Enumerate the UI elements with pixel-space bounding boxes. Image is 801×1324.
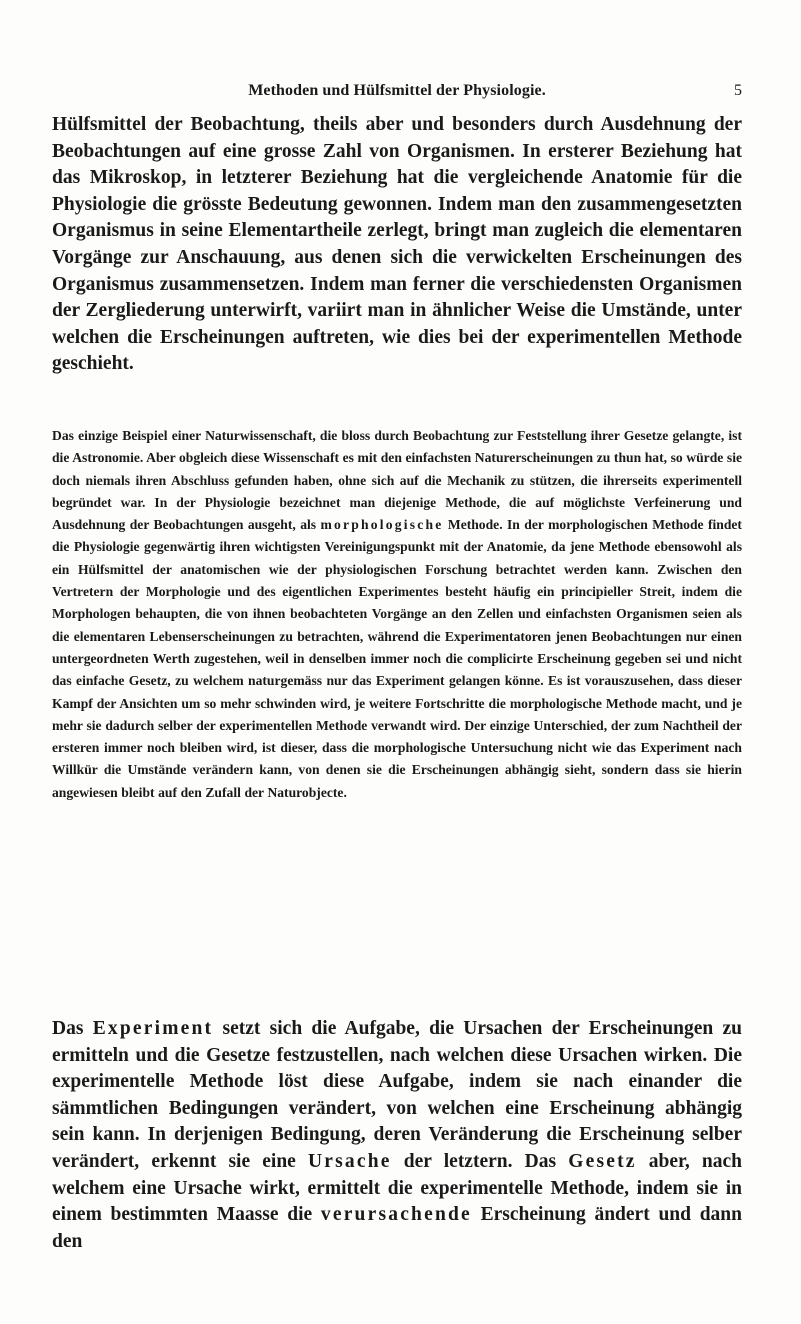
paragraph-text: aber, nach welchem eine Ursache wirkt, ermittelt die experimentelle Methode, indem sie in einem bestimmten Maasse die: [52, 1150, 743, 1226]
paragraph-text: Das: [52, 1018, 84, 1039]
paragraph-text: der letztern. Das: [403, 1150, 557, 1172]
paragraph-experiment: [52, 1016, 742, 1255]
paragraph-text: setzt sich die Aufgabe, die Ursachen der Erscheinungen zu ermitteln und die Gesetze festzustellen, nach welchen diese Ursachen wirken. Die experimentelle Methode löst diese Aufgabe, indem sie nach einander die sämmtlichen Bedingungen verändert, von welchen eine Erscheinung abhängig sein kann. In derjenigen Bedingung, deren Veränderung die Erscheinung selber verändert, erkennt sie eine: [52, 1018, 743, 1172]
emphasized-term: morphologische: [320, 517, 444, 533]
paragraph-observation-aids: [52, 112, 742, 378]
paragraph-text: Methode. In der morphologischen Methode findet die Physiologie gegenwärtig ihren wichtigsten Vereinigungspunkt mit der Anatomie, da jene Methode ebensowohl als ein Hülfsmittel der anatomischen wie der physiologischen Forschung betrachtet werden kann. Zwischen den Vertretern der Morphologie und des eigentlichen Experimentes besteht häufig ein principieller Streit, indem die Morphologen behaupten, die von ihnen beobachteten Vorgänge an den Zellen und einfachsten Organismen seien als die elementaren Lebenserscheinungen zu betrachten, während die Experimentatoren jenen Beobachtungen nur einen untergeordneten Werth zugestehen, weil in denselben immer noch die complicirte Erscheinung gegeben sei und nicht das einfache Gesetz, zu welchem naturgemäss nur das Experiment gelangen könne. Es ist vorauszusehen, dass dieser Kampf der Ansichten um so mehr schwinden wird, je weitere Fortschritte die morphologische Methode macht, und je mehr sie dadurch selber der experimentellen Methode verwandt wird. Der einzige Unterschied, der zum Nachtheil der ersteren immer noch bleiben wird, ist dieser, dass die morphologische Untersuchung nicht wie das Experiment nach Willkür die Umstände verändern kann, von denen sie die Erscheinungen abhängig sieht, sondern dass sie hierin angewiesen bleibt auf den Zufall der Naturobjecte.: [52, 517, 742, 800]
paragraph-text: Das einzige Beispiel einer Naturwissenschaft, die bloss durch Beobachtung zur Feststellung ihrer Gesetze gelangte, ist die Astronomie. Aber obgleich diese Wissenschaft es mit den einfachsten Naturerscheinungen zu thun hat, so würde sie doch niemals ihren Abschluss gefunden haben, ohne sich auf die Mechanik zu stützen, die ihrerseits experimentell begründet war. In der Physiologie bezeichnet man diejenige Methode, die auf möglichste Verfeinerung und Ausdehnung der Beobachtungen ausgeht, als: [52, 428, 742, 533]
paragraph-text: Hülfsmittel der Beobachtung, theils aber und besonders durch Ausdehnung der Beobachtungen auf eine grosse Zahl von Organismen. In ersterer Beziehung hat das Mikroskop, in letzterer Beziehung hat die vergleichende Anatomie für die Physiologie die grösste Bedeutung gewonnen. Indem man den zusammengesetzten Organismus in seine Elementartheile zerlegt, bringt man zugleich die elementaren Vorgänge zur Anschauung, aus denen sich die verwickelten Erscheinungen des Organismus zusammensetzen. Indem man ferner die verschiedensten Organismen der Zergliederung unterwirft, variirt man in ähnlicher Weise die Umstände, unter welchen die Erscheinungen auftreten, wie dies bei der experimentellen Methode geschieht.: [52, 114, 742, 375]
emphasized-term: verursachende: [320, 1204, 472, 1226]
page-number: 5: [734, 82, 742, 99]
running-head: [52, 82, 742, 106]
paragraph-text: Erscheinung ändert und dann den: [52, 1204, 742, 1252]
paragraph-astronomy-example: [52, 425, 742, 804]
running-title: Methoden und Hülfsmittel der Physiologie.: [248, 82, 546, 99]
emphasized-term: Gesetz: [568, 1150, 637, 1172]
emphasized-term: Experiment: [92, 1018, 214, 1039]
emphasized-term: Ursache: [308, 1150, 392, 1172]
